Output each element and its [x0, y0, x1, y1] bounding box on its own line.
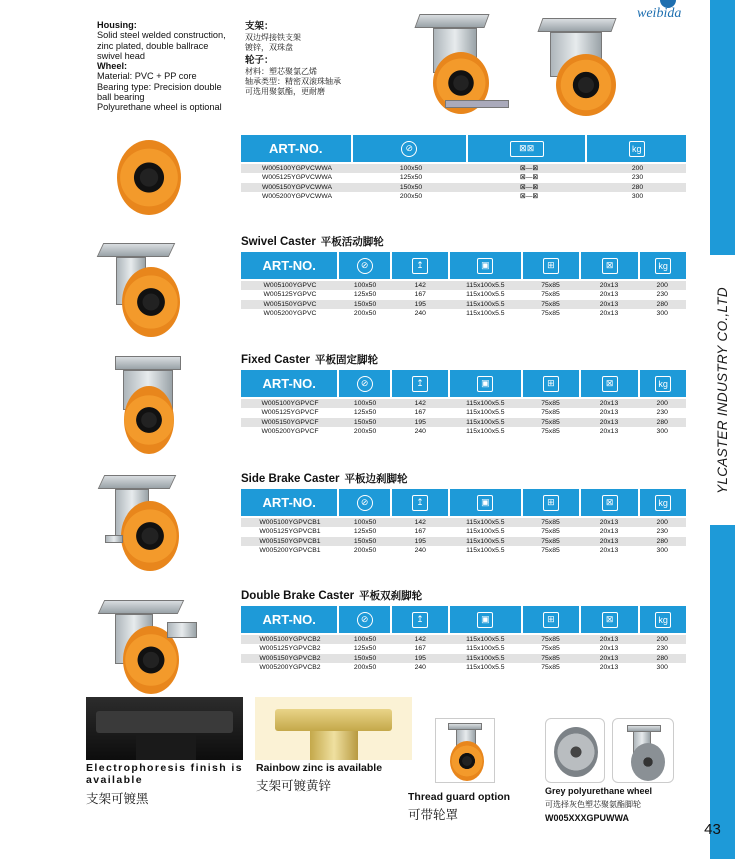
- wheel-line-cn: 可选用聚氨酯，更耐磨: [245, 87, 325, 96]
- product-image-double-brake: [93, 600, 203, 695]
- table-cell: 195: [414, 537, 426, 545]
- table-cell: 167: [414, 645, 426, 653]
- table-cell: W005200YGPVC: [263, 309, 317, 317]
- table-row: [241, 663, 686, 672]
- table-cell: 100x50: [353, 636, 377, 643]
- table-cell: 75x85: [541, 663, 560, 671]
- table-cell: 195: [414, 300, 426, 308]
- column-header: [450, 489, 521, 516]
- wheel-line-cn: 轴承类型：精密双滚珠轴承: [245, 77, 341, 86]
- table-row: [241, 418, 686, 427]
- load-kg-icon: kg: [655, 495, 671, 511]
- wheel-line: Bearing type: Precision double: [97, 81, 222, 92]
- section-title: [241, 234, 384, 249]
- table-cell: 115x100x5.5: [466, 409, 505, 417]
- table-cell: 150x50: [353, 418, 377, 426]
- table-cell: W005200YGPVCB2: [259, 663, 321, 671]
- table-cell: 115x100x5.5: [466, 427, 505, 435]
- table-cell: 200x50: [353, 546, 377, 554]
- column-header: [581, 489, 638, 516]
- column-header: [581, 606, 638, 633]
- table-cell: W005125YGPVCB1: [259, 528, 321, 536]
- art-no-header: ART-NO.: [241, 252, 337, 279]
- grey-wheel-caption: Grey polyurethane wheel: [545, 786, 653, 796]
- housing-line: zinc plated, double ballrace: [97, 40, 209, 51]
- table-cell: 150x50: [353, 537, 377, 545]
- wheel-line: Polyurethane wheel is optional: [97, 102, 222, 113]
- table-cell: 115x100x5.5: [466, 309, 505, 317]
- table-cell: 115x100x5.5: [466, 418, 505, 426]
- table-row: [241, 644, 686, 653]
- table-cell: W005150YGPVCB2: [259, 654, 321, 662]
- table-cell: 240: [414, 309, 426, 317]
- table-row: [241, 290, 686, 299]
- table-cell: 125x50: [353, 645, 377, 653]
- table-cell: W005125YGPVCF: [261, 409, 319, 417]
- height-icon: ↥: [412, 258, 428, 274]
- table-row: [241, 183, 686, 192]
- table-cell: W005100YGPVCF: [261, 400, 319, 407]
- load-kg-icon: kg: [629, 141, 645, 157]
- table-cell: 115x100x5.5: [466, 645, 505, 653]
- diameter-width-icon: ⊘: [357, 376, 373, 392]
- table-cell: 20x13: [599, 418, 619, 426]
- table-row: [241, 192, 686, 201]
- bolt-hole-icon: ⊞: [543, 612, 559, 628]
- table-cell: 142: [414, 519, 426, 526]
- table-cell: 300: [656, 546, 668, 554]
- table-cell: 230: [656, 409, 668, 417]
- table-cell: 200x50: [353, 663, 377, 671]
- table-row: [241, 309, 686, 318]
- section-title-en: Fixed Caster: [241, 354, 311, 366]
- table-cell: 75x85: [541, 528, 560, 536]
- table-cell: 20x13: [599, 427, 619, 435]
- table-cell: 115x100x5.5: [466, 282, 505, 289]
- load-kg-icon: kg: [655, 612, 671, 628]
- table-cell: 167: [414, 409, 426, 417]
- table-cell: W005100YGPVCWWA: [261, 165, 332, 172]
- table-cell: 20x13: [599, 300, 619, 308]
- table-row: [241, 527, 686, 536]
- housing-line: swivel head: [97, 50, 146, 61]
- table-cell: 75x85: [541, 427, 560, 435]
- art-no-header: ART-NO.: [241, 135, 351, 162]
- table-row: [241, 654, 686, 663]
- table-cell: 195: [414, 654, 426, 662]
- table-row: [241, 427, 686, 436]
- table-cell: 75x85: [541, 546, 560, 554]
- spec-cn: [245, 21, 385, 97]
- column-header: [523, 370, 579, 397]
- table-cell: 100x50: [399, 165, 423, 172]
- table-cell: 115x100x5.5: [466, 291, 505, 299]
- table-cell: 75x85: [541, 654, 560, 662]
- table-cell: 125x50: [353, 409, 377, 417]
- column-header: [640, 489, 686, 516]
- table-cell: 200: [631, 165, 644, 172]
- table-row: [241, 546, 686, 555]
- column-header: [640, 252, 686, 279]
- housing-line-cn: 双边焊接铁支架: [245, 33, 301, 42]
- table-cell: W005150YGPVCF: [261, 418, 319, 426]
- electrophoresis-caption-cn: 支架可镀黑: [86, 791, 149, 806]
- table-cell: 75x85: [541, 418, 560, 426]
- table-cell: W005150YGPVCB1: [259, 537, 321, 545]
- table-cell: 115x100x5.5: [466, 300, 505, 308]
- section-title-cn: 平板固定脚轮: [315, 354, 379, 366]
- section-title-en: Double Brake Caster: [241, 590, 355, 602]
- table-cell: 200: [656, 400, 668, 407]
- table-cell: 142: [414, 282, 426, 289]
- table-cell: 125x50: [399, 174, 423, 182]
- section-title-cn: 平板边刹脚轮: [344, 473, 408, 485]
- table-row: [241, 173, 686, 182]
- table-cell: 115x100x5.5: [466, 546, 505, 554]
- column-header: [450, 252, 521, 279]
- column-header: [339, 370, 390, 397]
- section-title: [241, 352, 378, 367]
- table-cell: 100x50: [353, 282, 377, 289]
- caster-spec-table: [241, 370, 686, 436]
- grey-wheel-caption-cn: 可选择灰色塑芯聚氨酯脚轮: [545, 800, 641, 809]
- column-header: [450, 606, 521, 633]
- table-cell: 75x85: [541, 537, 560, 545]
- table-cell: 125x50: [353, 528, 377, 536]
- section-title: [241, 588, 422, 603]
- wheel-line: ball bearing: [97, 92, 145, 103]
- table-cell: W005125YGPVC: [263, 291, 317, 299]
- art-no-header: ART-NO.: [241, 370, 337, 397]
- table-row: [241, 281, 686, 290]
- thread-guard-caption-cn: 可带轮罩: [408, 807, 459, 822]
- column-header: [581, 252, 638, 279]
- table-cell: W005150YGPVCWWA: [261, 183, 332, 191]
- table-cell: 230: [656, 645, 668, 653]
- table-cell: 240: [414, 663, 426, 671]
- table-cell: 115x100x5.5: [466, 519, 505, 526]
- bolt-size-icon: ⊠: [602, 376, 618, 392]
- table-cell: W005100YGPVC: [263, 282, 317, 289]
- table-cell: 20x13: [599, 528, 619, 536]
- housing-title: Housing:: [97, 20, 137, 30]
- column-header: [392, 606, 448, 633]
- table-cell: W005100YGPVCB1: [259, 519, 321, 526]
- axle-icon: ⊠⊠: [510, 141, 544, 157]
- table-cell: 300: [656, 663, 668, 671]
- diameter-width-icon: ⊘: [357, 258, 373, 274]
- table-cell: 20x13: [599, 546, 619, 554]
- table-row: [241, 408, 686, 417]
- height-icon: ↥: [412, 376, 428, 392]
- product-image-side-brake: [93, 475, 193, 575]
- column-header: [392, 252, 448, 279]
- table-cell: ⊠—⊠: [519, 192, 539, 200]
- side-company-label: YLCASTER INDUSTRY CO.,LTD: [715, 286, 731, 494]
- column-header: [523, 606, 579, 633]
- product-image-fixed: [115, 356, 195, 456]
- table-cell: 167: [414, 291, 426, 299]
- diameter-width-icon: ⊘: [401, 141, 417, 157]
- column-header: [339, 252, 390, 279]
- grey-wheel-code: W005XXXGPUWWA: [545, 813, 630, 823]
- height-icon: ↥: [412, 612, 428, 628]
- table-cell: 142: [414, 636, 426, 643]
- table-cell: 20x13: [599, 282, 619, 289]
- bolt-hole-icon: ⊞: [543, 258, 559, 274]
- diameter-width-icon: ⊘: [357, 612, 373, 628]
- rainbow-zinc-caption-cn: 支架可镀黄锌: [256, 778, 332, 793]
- table-cell: 150x50: [353, 654, 377, 662]
- table-cell: 75x85: [541, 282, 560, 289]
- table-row: [241, 399, 686, 408]
- table-cell: 100x50: [353, 519, 377, 526]
- table-cell: 115x100x5.5: [466, 400, 505, 407]
- caster-spec-table: [241, 252, 686, 318]
- wheel-spec-table: [241, 135, 686, 201]
- bolt-size-icon: ⊠: [602, 258, 618, 274]
- wheel-line: Material: PVC + PP core: [97, 71, 197, 82]
- grey-caster-photo: [612, 718, 674, 783]
- table-cell: 75x85: [541, 636, 560, 643]
- plate-icon: ▣: [477, 495, 493, 511]
- bolt-size-icon: ⊠: [602, 612, 618, 628]
- section-title-cn: 平板双刹脚轮: [359, 590, 423, 602]
- table-cell: 280: [656, 537, 668, 545]
- wheel-title: Wheel:: [97, 61, 128, 72]
- table-cell: 75x85: [541, 309, 560, 317]
- table-cell: 20x13: [599, 291, 619, 299]
- table-cell: 20x13: [599, 645, 619, 653]
- table-cell: 280: [656, 300, 668, 308]
- table-cell: 280: [656, 418, 668, 426]
- table-cell: ⊠—⊠: [519, 183, 539, 191]
- table-cell: 230: [656, 528, 668, 536]
- table-cell: 75x85: [541, 291, 560, 299]
- art-no-header: ART-NO.: [241, 606, 337, 633]
- bolt-hole-icon: ⊞: [543, 495, 559, 511]
- table-cell: 300: [631, 192, 644, 200]
- table-cell: 200: [656, 636, 668, 643]
- table-cell: W005150YGPVC: [263, 300, 317, 308]
- table-row: [241, 635, 686, 644]
- table-cell: 167: [414, 528, 426, 536]
- table-cell: 280: [656, 654, 668, 662]
- table-cell: 20x13: [599, 663, 619, 671]
- product-image-swivel-caster: [530, 18, 640, 118]
- table-cell: 20x13: [599, 519, 619, 526]
- thread-guard-photo: [435, 718, 495, 783]
- table-cell: 20x13: [599, 409, 619, 417]
- table-cell: 100x50: [353, 400, 377, 407]
- table-cell: 300: [656, 309, 668, 317]
- electrophoresis-photo: [86, 697, 243, 760]
- height-icon: ↥: [412, 495, 428, 511]
- table-row: [241, 300, 686, 309]
- table-row: [241, 164, 686, 173]
- table-cell: 142: [414, 400, 426, 407]
- plate-icon: ▣: [477, 612, 493, 628]
- table-cell: 20x13: [599, 654, 619, 662]
- page-number: 43: [704, 821, 721, 838]
- table-cell: 20x13: [599, 400, 619, 407]
- section-title-en: Side Brake Caster: [241, 473, 340, 485]
- diameter-width-icon: ⊘: [357, 495, 373, 511]
- table-cell: 150x50: [353, 300, 377, 308]
- table-cell: 150x50: [399, 183, 423, 191]
- table-cell: W005200YGPVCWWA: [261, 192, 332, 200]
- table-cell: 300: [656, 427, 668, 435]
- table-cell: 75x85: [541, 645, 560, 653]
- table-cell: 75x85: [541, 300, 560, 308]
- product-image-wheel: [117, 140, 181, 215]
- table-cell: 115x100x5.5: [466, 663, 505, 671]
- table-cell: W005200YGPVCB1: [259, 546, 321, 554]
- table-cell: 115x100x5.5: [466, 537, 505, 545]
- table-cell: 200x50: [399, 192, 423, 200]
- table-cell: 200x50: [353, 427, 377, 435]
- housing-title-cn: 支架：: [245, 21, 274, 32]
- electrophoresis-caption: Electrophoresis finish is available: [86, 762, 243, 786]
- table-cell: 230: [631, 174, 644, 182]
- table-cell: 115x100x5.5: [466, 654, 505, 662]
- column-header: [523, 489, 579, 516]
- table-cell: 20x13: [599, 636, 619, 643]
- plate-icon: ▣: [477, 376, 493, 392]
- load-kg-icon: kg: [655, 258, 671, 274]
- column-header: [640, 370, 686, 397]
- grey-wheel-photo: [545, 718, 605, 783]
- column-header: [640, 606, 686, 633]
- table-cell: ⊠—⊠: [519, 174, 539, 182]
- column-header: [339, 489, 390, 516]
- table-cell: W005200YGPVCF: [261, 427, 319, 435]
- load-kg-icon: kg: [655, 376, 671, 392]
- column-header: [523, 252, 579, 279]
- section-title-cn: 平板活动脚轮: [320, 236, 384, 248]
- column-header: [392, 489, 448, 516]
- table-cell: 75x85: [541, 519, 560, 526]
- table-cell: 20x13: [599, 537, 619, 545]
- spec-en: [97, 20, 242, 113]
- table-cell: 200: [656, 282, 668, 289]
- rainbow-zinc-caption: Rainbow zinc is available: [256, 762, 383, 774]
- table-cell: 75x85: [541, 400, 560, 407]
- thread-guard-caption: Thread guard option: [408, 791, 511, 803]
- table-cell: 280: [631, 183, 644, 191]
- table-row: [241, 537, 686, 546]
- table-cell: 240: [414, 427, 426, 435]
- table-cell: ⊠—⊠: [519, 165, 539, 172]
- table-cell: 230: [656, 291, 668, 299]
- table-row: [241, 518, 686, 527]
- bolt-hole-icon: ⊞: [543, 376, 559, 392]
- bolt-size-icon: ⊠: [602, 495, 618, 511]
- caster-spec-table: [241, 489, 686, 555]
- table-cell: 20x13: [599, 309, 619, 317]
- brand-logo: weibida: [637, 6, 682, 21]
- column-header: [392, 370, 448, 397]
- table-cell: W005100YGPVCB2: [259, 636, 321, 643]
- section-title: [241, 471, 407, 486]
- column-header: [450, 370, 521, 397]
- product-image-swivel: [92, 243, 192, 338]
- table-cell: 200: [656, 519, 668, 526]
- housing-line-cn: 镀锌，双珠盘: [245, 43, 293, 52]
- table-cell: W005125YGPVCB2: [259, 645, 321, 653]
- rainbow-zinc-photo: [255, 697, 412, 760]
- table-cell: W005125YGPVCWWA: [261, 174, 332, 182]
- table-cell: 200x50: [353, 309, 377, 317]
- housing-line: Solid steel welded construction,: [97, 30, 226, 41]
- caster-spec-table: [241, 606, 686, 672]
- art-no-header: ART-NO.: [241, 489, 337, 516]
- table-cell: 115x100x5.5: [466, 636, 505, 643]
- plate-icon: ▣: [477, 258, 493, 274]
- section-title-en: Swivel Caster: [241, 236, 316, 248]
- column-header: [581, 370, 638, 397]
- table-cell: 75x85: [541, 409, 560, 417]
- table-cell: 195: [414, 418, 426, 426]
- wheel-title-cn: 轮子：: [245, 55, 274, 66]
- table-cell: 240: [414, 546, 426, 554]
- column-header: [339, 606, 390, 633]
- table-cell: 115x100x5.5: [466, 528, 505, 536]
- table-cell: 125x50: [353, 291, 377, 299]
- product-image-brake-caster: [405, 14, 515, 119]
- wheel-line-cn: 材料：塑芯聚氯乙烯: [245, 67, 317, 76]
